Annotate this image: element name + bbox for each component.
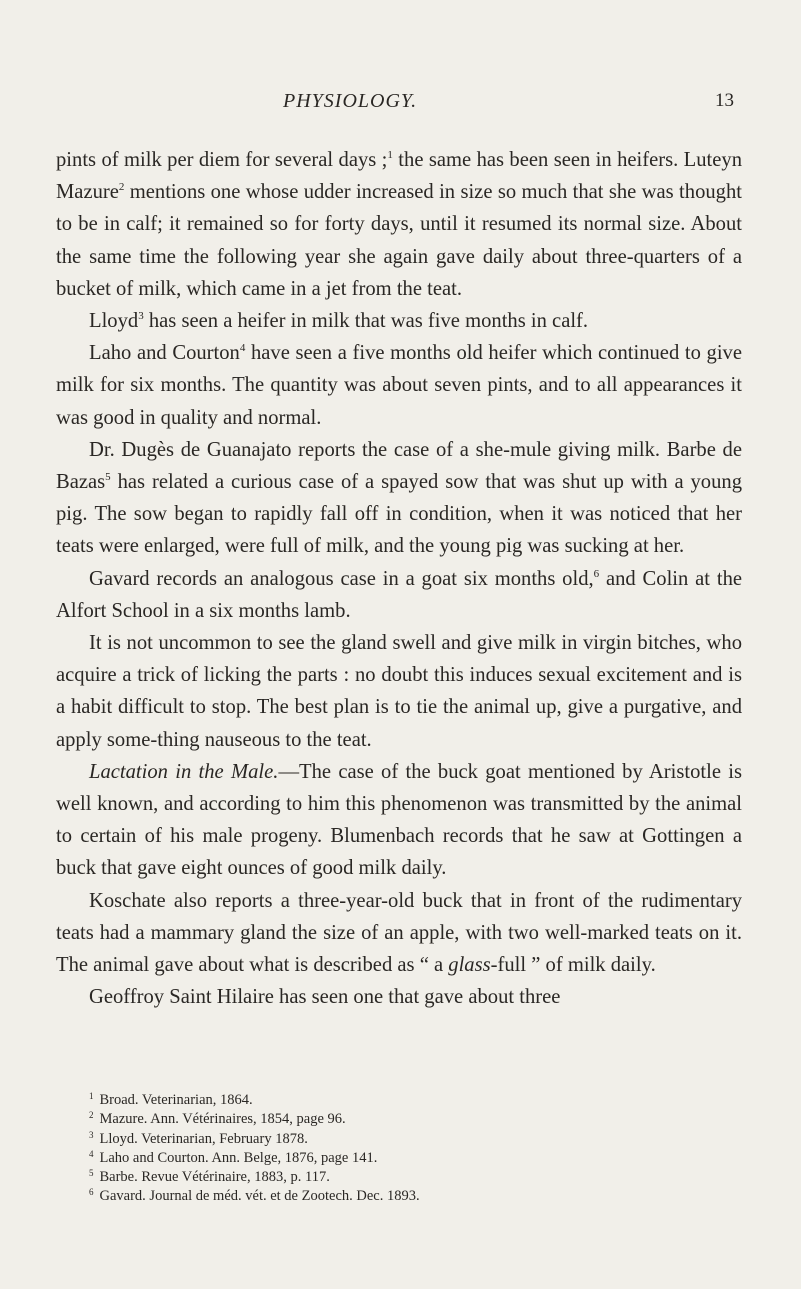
text-run: Geoffroy Saint Hilaire has seen one that gave about three — [89, 986, 561, 1009]
footnote — [89, 1130, 739, 1149]
text-run: -full ” of milk daily. — [490, 954, 656, 977]
text-run: has seen a heifer in milk that was five months in calf. — [143, 310, 589, 333]
text-run: have seen a five months old heifer which continued to give milk for six months. The quantity was about seven pints, and to all appearances it was good in quality and normal. — [56, 342, 742, 429]
footnote-ref: 1 — [387, 149, 393, 161]
footnote-text: Gavard. Journal de méd. vét. et de Zootech. Dec. 1893. — [99, 1188, 420, 1205]
paragraph — [56, 305, 742, 337]
paragraph — [56, 337, 742, 434]
footnote — [89, 1168, 739, 1187]
footnote-text: Barbe. Revue Vétérinaire, 1883, p. 117. — [99, 1169, 330, 1186]
footnote-number: 6 — [89, 1187, 94, 1198]
running-title: PHYSIOLOGY. — [283, 90, 418, 112]
paragraph — [56, 756, 742, 885]
footnote-text: Broad. Veterinarian, 1864. — [99, 1092, 253, 1108]
body-text — [56, 144, 742, 1013]
text-run: Gavard records an analogous case in a goat six months old, — [89, 567, 594, 590]
text-run: Lloyd — [89, 310, 139, 333]
footnote — [89, 1091, 739, 1110]
page-header — [0, 90, 801, 120]
footnote-number: 2 — [89, 1110, 94, 1121]
footnote-number: 3 — [89, 1129, 94, 1140]
footnote-ref: 4 — [239, 342, 246, 355]
paragraph — [56, 434, 742, 563]
text-run: has related a curious case of a spayed sow that was shut up with a young pig. The sow began to rapidly fall off in condition, when it was noticed that her teats were enlarged, were full of milk, and the young pig was sucking at her. — [56, 471, 742, 558]
footnote-text: Laho and Courton. Ann. Belge, 1876, page 141. — [99, 1149, 378, 1166]
text-run: Dr. Dugès de Guanajato reports the case of a she-mule giving milk. Barbe de Bazas — [56, 438, 742, 494]
text-run: pints of milk per diem for several days ; — [56, 149, 388, 171]
footnote-text: Lloyd. Veterinarian, February 1878. — [99, 1130, 308, 1147]
text-run: Koschate also reports a three-year-old buck that in front of the rudimentary teats had a mammary gland the size of an apple, with two well-marked teats on it. The animal gave about what is described as “ a — [56, 889, 742, 977]
page-number: 13 — [715, 90, 734, 111]
footnote-number: 1 — [89, 1091, 94, 1101]
paragraph — [56, 981, 742, 1013]
footnote-ref: 5 — [105, 471, 111, 484]
italic-text: glass — [448, 954, 491, 977]
text-run: Laho and Courton — [89, 342, 240, 365]
footnote — [89, 1187, 739, 1206]
footnote — [89, 1110, 739, 1129]
footnote — [89, 1149, 739, 1168]
footnote-number: 4 — [89, 1148, 94, 1159]
paragraph — [56, 885, 742, 982]
text-run: the same has been seen in heifers. Luteyn Mazure — [56, 149, 742, 204]
footnote-text: Mazure. Ann. Vétérinaires, 1854, page 96. — [99, 1111, 346, 1128]
italic-text: Lactation in the Male. — [89, 760, 279, 783]
paragraph — [56, 144, 742, 305]
paragraph — [56, 563, 742, 627]
footnotes — [89, 1091, 739, 1207]
paragraph — [56, 627, 742, 756]
text-run: It is not uncommon to see the gland swell and give milk in virgin bitches, who acquire a trick of licking the parts : no doubt this induces sexual excitement and is a habit difficult to stop. The best plan is to tie the animal up, give a purgative, and apply some-thing nauseous to the teat. — [56, 632, 742, 751]
footnote-ref: 3 — [138, 310, 144, 323]
footnote-ref: 6 — [593, 567, 600, 580]
footnote-number: 5 — [89, 1168, 94, 1179]
text-run: and Colin at the Alfort School in a six months lamb. — [56, 567, 743, 622]
footnote-ref: 2 — [118, 181, 125, 194]
text-run: —The case of the buck goat mentioned by Aristotle is well known, and according to him this phenomenon was transmitted by the animal to certain of his male progeny. Blumenbach records that he saw at Gottingen a buck that gave eight ounces of good milk daily. — [56, 760, 743, 880]
text-run: mentions one whose udder increased in size so much that she was thought to be in calf; it remained so for forty days, until it resumed its normal size. About the same time the following year she again gave daily about three-quarters of a bucket of milk, which came in a jet from the teat. — [56, 181, 742, 300]
